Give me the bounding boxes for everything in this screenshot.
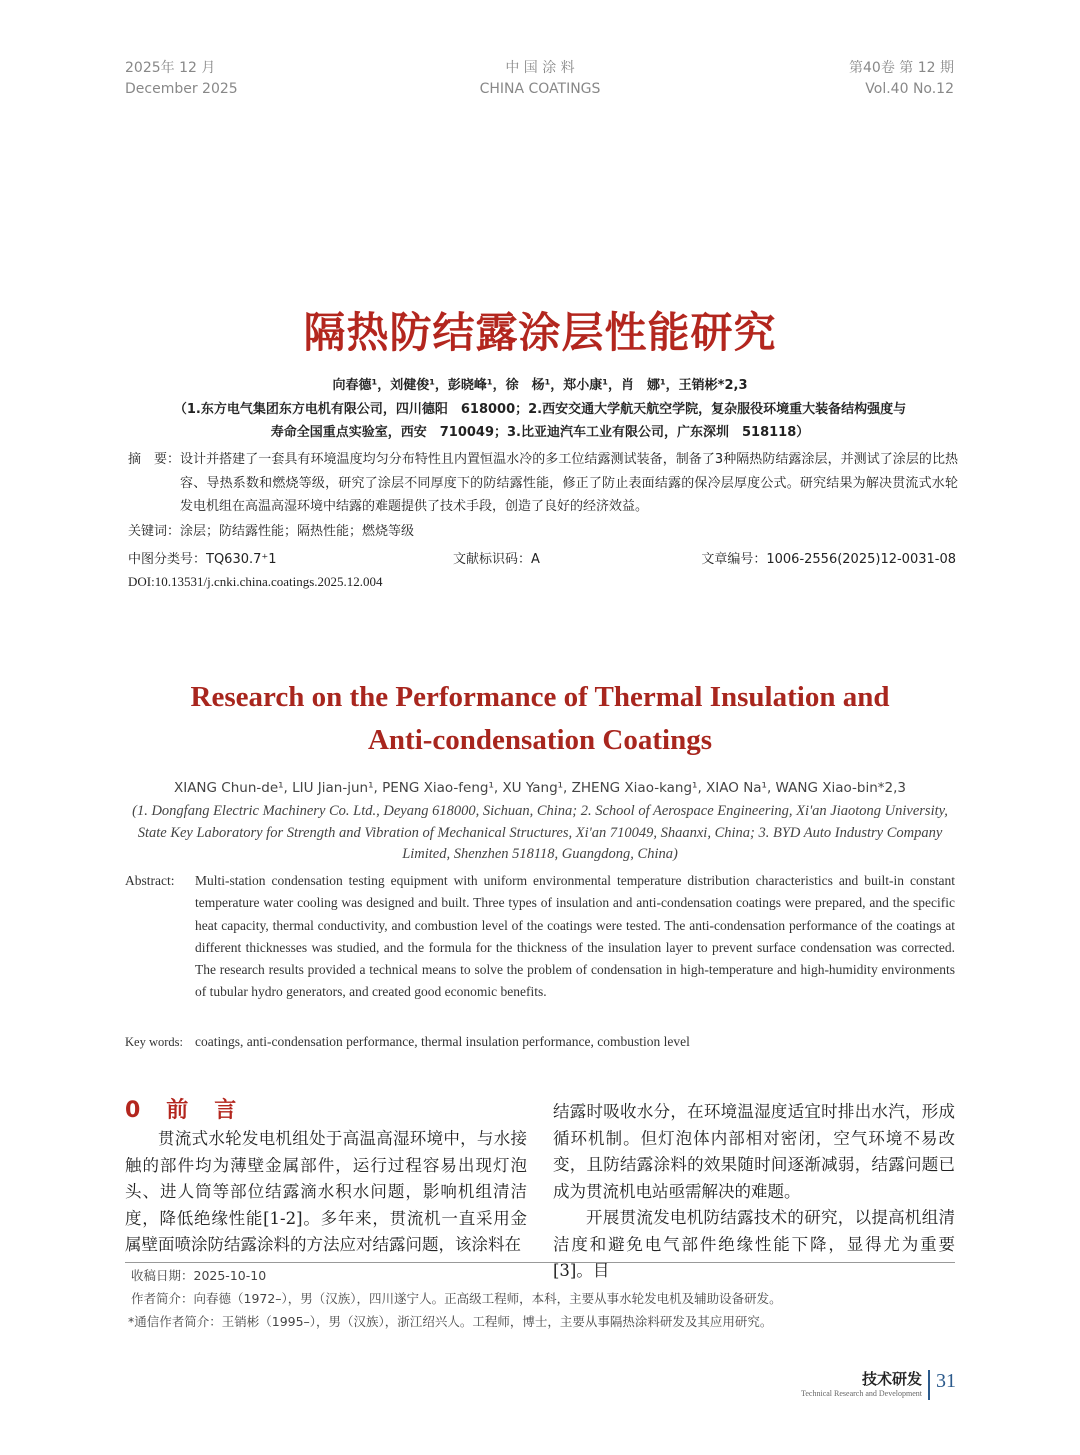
volume-cn: 第40卷 第 12 期 [849,60,954,76]
keywords-en-text: coatings, anti-condensation performance, thermal insulation performance, combustion level [195,1034,690,1049]
abstract-en [125,870,955,1004]
paragraph: 结露时吸收水分，在环境温湿度适宜时排出水汽，形成循环机制。但灯泡体内部相对密闭，空气环境不易改变，且防结露涂料的效果随时间逐渐减弱，结露问题已成为贯流机电站亟需解决的难题。 [553,1102,955,1201]
abstract-cn-text: 设计并搭建了一套具有环境温度均匀分布特性且内置恒温水冷的多工位结露测试装备，制备了3种隔热防结露涂层，并测试了涂层的比热容、导热系数和燃烧等级，研究了涂层不同厚度下的防结露性能，修正了防止表面结露的保冷层厚度公式。研究结果为解决贯流式水轮发电机组在高温高湿环境中结露的难题提供了技术手段，创造了良好的经济效益。 [180,452,958,514]
right-column [553,1099,955,1285]
clc-number: 中图分类号：TQ630.7⁺1 [128,552,277,567]
footnote-author: 作者简介：向春德（1972–），男（汉族），四川遂宁人。正高级工程师，本科，主要从事水轮发电机及辅助设备研发。 [131,1291,782,1306]
affiliation-cn-1: （1.东方电气集团东方电机有限公司，四川德阳 618000；2.西安交通大学航天航空学院，复杂服役环境重大装备结构强度与 [173,402,907,417]
date-cn: 2025年 12 月 [125,60,216,76]
footer-section-en: Technical Research and Development [801,1389,922,1398]
abstract-en-text: Multi-station condensation testing equipment with uniform environmental temperature distribution characteristics and built-in constant temperature water cooling was designed and built. Three types of insulation and anti-condensation coatings were prepared, and the specific heat capacity, thermal conductivity, and combustion level of the coatings were tested. The anti-condensation performance of the coatings at different thicknesses was studied, and the formula for the thickness of the insulation layer to prevent surface condensation was corrected. The research results provided a technical means to solve the problem of condensation in high-temperature and high-humidity environments of tubular hydro generators, and created good economic benefits. [195,873,955,1000]
page-number: 31 [928,1370,956,1400]
abstract-en-label: Abstract: [125,873,175,888]
abstract-cn-label: 摘 要： [128,452,181,467]
keywords-cn: 关键词：涂层；防结露性能；隔热性能；燃烧等级 [128,524,415,539]
article-number: 文章编号：1006-2556(2025)12-0031-08 [701,552,956,567]
abstract-cn [128,448,958,519]
keywords-en [125,1031,955,1053]
title-en-line-1: Research on the Performance of Thermal Insulation and [190,681,890,713]
journal-en: CHINA COATINGS [479,81,601,97]
title-en [0,676,1080,762]
left-column [125,1126,527,1259]
paragraph: 开展贯流发电机防结露技术的研究，以提高机组清洁度和避免电气部件绝缘性能下降，显得尤为重要[3]。目 [553,1208,955,1280]
footer-section-cn: 技术研发 [861,1370,922,1388]
keywords-en-label: Key words: [125,1035,183,1049]
title-cn: 隔热防结露涂层性能研究 [303,308,777,357]
doi: DOI:10.13531/j.cnki.china.coatings.2025.12.004 [128,574,383,589]
journal-cn: 中 国 涂 料 [505,60,575,76]
footnote-corresponding: *通信作者简介：王销彬（1995–），男（汉族），浙江绍兴人。工程师，博士，主要从事隔热涂料研发及其应用研究。 [128,1314,773,1329]
volume-en: Vol.40 No.12 [865,81,954,97]
document-code: 文献标识码：A [453,552,540,567]
affiliation-en: (1. Dongfang Electric Machinery Co. Ltd., Deyang 618000, Sichuan, China; 2. School of Aerospace Engineering, Xi'an Jiaotong University, State Key Laboratory for Strength and Vibration of Mechanical Structures, Xi'an 710049, Shaanxi, China; 3. BYD Auto Industry Company Limited, Shenzhen 518118, Guangdong, China) [132,803,948,862]
affiliation-cn-2: 寿命全国重点实验室，西安 710049；3.比亚迪汽车工业有限公司，广东深圳 518118） [270,425,810,440]
date-en: December 2025 [125,81,238,97]
paragraph: 贯流式水轮发电机组处于高温高湿环境中，与水接触的部件均为薄壁金属部件，运行过程容易出现灯泡头、进人筒等部位结露滴水积水问题，影响机组清洁度，降低绝缘性能[1-2]。多年来，贯流机一直采用金属壁面喷涂防结露涂料的方法应对结露问题，该涂料在 [125,1129,527,1254]
section-heading: 0 前 言 [125,1098,239,1123]
footnote-received: 收稿日期：2025-10-10 [131,1268,267,1283]
authors-en: XIANG Chun-de¹, LIU Jian-jun¹, PENG Xiao-feng¹, XU Yang¹, ZHENG Xiao-kang¹, XIAO Na¹, WANG Xiao-bin*2,3 [173,780,907,796]
footnote-divider [125,1262,955,1263]
header-volume [849,58,954,100]
authors-cn: 向春德¹，刘健俊¹，彭晓峰¹，徐 杨¹，郑小康¹，肖 娜¹，王销彬*2,3 [332,378,748,393]
title-en-line-2: Anti-condensation Coatings [367,724,713,756]
